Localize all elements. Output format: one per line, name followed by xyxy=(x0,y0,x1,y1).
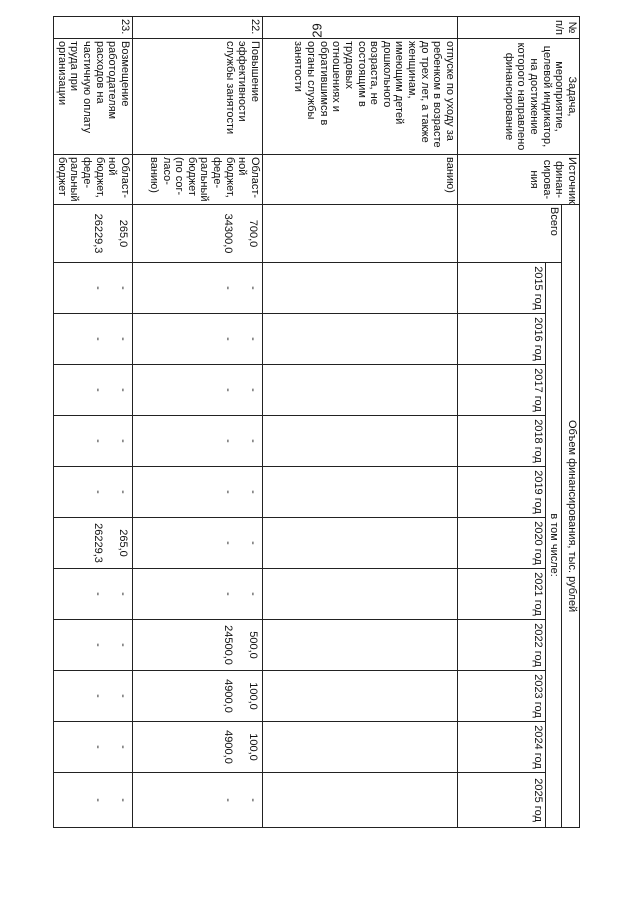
year-2019: 2019 год xyxy=(458,467,546,518)
year-2017: 2017 год xyxy=(458,365,546,416)
row-total: 700,0 34300,0 xyxy=(133,205,263,263)
row-total xyxy=(263,205,458,263)
cell-2016: - - xyxy=(133,314,263,365)
cell-2015 xyxy=(263,263,458,314)
cell-2022 xyxy=(263,620,458,671)
row-total: 265,0 26229,3 xyxy=(54,205,133,263)
table-row xyxy=(263,17,458,828)
cell-2023: 100,0 4900,0 xyxy=(133,671,263,722)
header-total: Всего xyxy=(458,205,562,263)
cell-2023: - - xyxy=(54,671,133,722)
year-2020: 2020 год xyxy=(458,518,546,569)
cell-2019: - - xyxy=(133,467,263,518)
cell-2021 xyxy=(263,569,458,620)
table-row xyxy=(54,17,133,828)
row-no: 23. xyxy=(54,17,133,39)
cell-2020: - - xyxy=(133,518,263,569)
cell-2019 xyxy=(263,467,458,518)
cell-2025: - - xyxy=(133,773,263,828)
cell-2022: - - xyxy=(54,620,133,671)
cell-2019: - - xyxy=(54,467,133,518)
year-2025: 2025 год xyxy=(458,773,546,828)
cell-2024: - - xyxy=(54,722,133,773)
header-including: в том числе: xyxy=(546,263,562,828)
cell-2017: - - xyxy=(133,365,263,416)
year-2021: 2021 год xyxy=(458,569,546,620)
cell-2021: - - xyxy=(54,569,133,620)
year-2016: 2016 год xyxy=(458,314,546,365)
header-task: Задача, мероприятие, целевой индикатор, на достижение которого направлено финансирование xyxy=(458,39,580,155)
cell-2020 xyxy=(263,518,458,569)
year-2022: 2022 год xyxy=(458,620,546,671)
table-row xyxy=(133,17,263,828)
cell-2020: 265,0 26229,3 xyxy=(54,518,133,569)
year-2023: 2023 год xyxy=(458,671,546,722)
cell-2015: - - xyxy=(54,263,133,314)
cell-2023 xyxy=(263,671,458,722)
cell-2024 xyxy=(263,722,458,773)
cell-2017: - - xyxy=(54,365,133,416)
cell-2025 xyxy=(263,773,458,828)
header-funding: Объем финансирования, тыс. рублей xyxy=(562,205,580,828)
header-source: Источник финан-сирова-ния xyxy=(458,155,580,205)
row-task: Повышение эффективности службы занятости xyxy=(133,39,263,155)
cell-2015: - - xyxy=(133,263,263,314)
year-2018: 2018 год xyxy=(458,416,546,467)
rotated-table-wrapper xyxy=(55,16,580,827)
row-no xyxy=(263,17,458,39)
cell-2021: - - xyxy=(133,569,263,620)
row-source: ванию) xyxy=(263,155,458,205)
row-source: Област-ной бюджет, феде-ральный бюджет xyxy=(54,155,133,205)
row-no: 22. xyxy=(133,17,263,39)
cell-2016 xyxy=(263,314,458,365)
row-source: Област-ной бюджет, феде-ральный бюджет (по сог-ласо-ванию) xyxy=(133,155,263,205)
cell-2022: 500,0 24500,0 xyxy=(133,620,263,671)
year-2024: 2024 год xyxy=(458,722,546,773)
cell-2017 xyxy=(263,365,458,416)
cell-2018: - - xyxy=(54,416,133,467)
cell-2016: - - xyxy=(54,314,133,365)
header-row-1 xyxy=(562,17,580,828)
page-number: 29 xyxy=(309,23,325,38)
cell-2018 xyxy=(263,416,458,467)
year-2015: 2015 год xyxy=(458,263,546,314)
cell-2025: - - xyxy=(54,773,133,828)
cell-2024: 100,0 4900,0 xyxy=(133,722,263,773)
cell-2018: - - xyxy=(133,416,263,467)
funding-table xyxy=(53,16,580,828)
header-no: № п/п xyxy=(458,17,580,39)
row-task: отпуске по уходу за ребенком в возрасте до трех лет, а также женщинам, имеющим детей дошкольного возраста, не состоящим в трудовых отношениях и обратившимся в органы службы занятости xyxy=(263,39,458,155)
row-task: Возмещение работодателям расходов на частичную оплату труда при организации xyxy=(54,39,133,155)
